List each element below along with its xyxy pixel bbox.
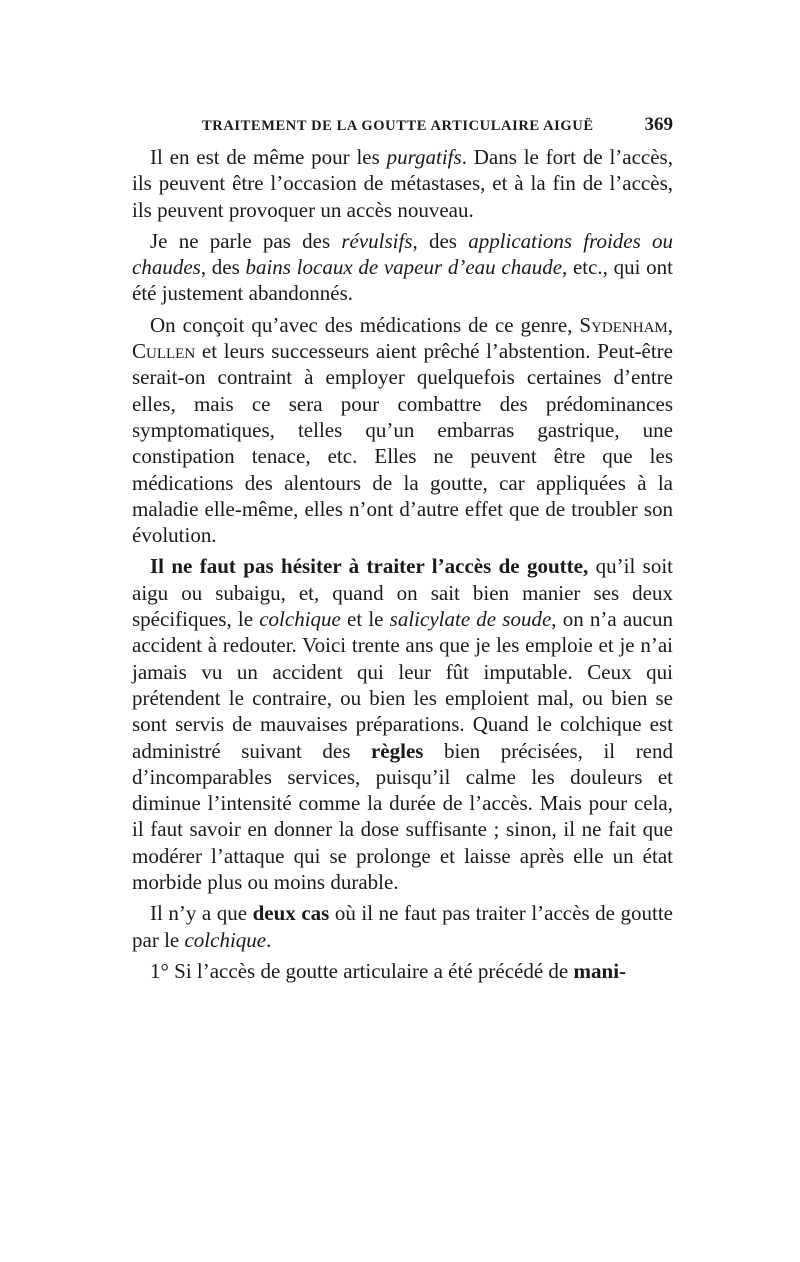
bold-text: mani- — [573, 958, 627, 983]
text-run: Je ne parle pas des — [150, 228, 342, 253]
italic-term: purgatifs — [386, 145, 462, 169]
running-title: TRAITEMENT DE LA GOUTTE ARTICULAIRE AIGUË — [202, 118, 594, 134]
italic-term: applications froides ou chaudes — [132, 228, 673, 280]
bold-text: deux cas — [252, 901, 330, 926]
paragraph — [132, 312, 673, 549]
paragraph — [132, 228, 673, 307]
paragraph — [132, 900, 673, 953]
text-run: qu’il soit aigu ou subaigu, et, quand on sait bien manier ses deux spécifiques, le — [132, 554, 673, 632]
paragraph — [132, 144, 673, 223]
text-run: Il n’y a que — [150, 901, 253, 926]
text-run: et leurs successeurs aient prêché l’abstention. Peut-être serait-on contraint à employer quelquefois certaines d’entre elles, mais ce sera pour combattre des prédominances symptomatiques, telles qu’un embarras gastrique, une constipation tenace, etc. Elles ne peuvent être que les médications des alentours de la goutte, car appliquées à la maladie elle-même, elles n’ont d’autre effet que de troubler son évolution. — [132, 339, 673, 548]
text-run: où il ne faut pas traiter l’accès de goutte par le — [132, 901, 673, 952]
italic-term: bains locaux de vapeur d’eau chaude — [245, 255, 563, 280]
bold-text: Il ne faut pas hésiter à traiter l’accès de goutte, — [150, 554, 589, 579]
text-run: On conçoit qu’avec des médications de ce genre, — [150, 312, 580, 337]
text-run: . — [266, 927, 272, 952]
body-text — [132, 144, 673, 984]
text-run: bien précisées, il rend d’incomparables services, puisqu’il calme les douleurs et diminue l’intensité comme la durée de l’accès. Mais pour cela, il faut savoir en donner la dose suffisante ; sinon, il ne fait que modérer l’attaque qui se prolonge et laisse après elle un état morbide plus ou moins durable. — [132, 738, 674, 895]
page-number: 369 — [644, 114, 673, 135]
book-page — [132, 112, 673, 984]
text-run: , on n’a aucun accident à redouter. Voici trente ans que je les emploie et je n’ai jamais vu un accident qui leur fût imputable. Ceux qui prétendent le contraire, ou bien les emploient mal, ou bien se sont servis de mauvaises préparations. Quand le colchique est administré suivant des — [132, 607, 673, 763]
paragraph — [132, 958, 673, 984]
paragraph — [132, 553, 673, 895]
text-run: , — [667, 312, 673, 337]
text-run: . Dans le fort de l’accès, ils peuvent être l’occasion de métastases, et à la fin de l’accès, ils peuvent provoquer un accès nouveau. — [132, 145, 673, 222]
text-run: et le — [340, 607, 390, 632]
text-run: , des — [412, 228, 469, 253]
running-head — [132, 112, 673, 142]
italic-term: salicylate de soude — [389, 607, 552, 632]
text-run: , etc., qui ont été justement abandonnés. — [132, 255, 673, 306]
text-run: Il en est de même pour les — [150, 145, 387, 169]
author-name: Cullen — [132, 339, 196, 364]
text-run: , des — [200, 255, 246, 280]
italic-term: révulsifs — [341, 228, 413, 253]
author-name: Sydenham — [579, 312, 668, 337]
italic-term: colchique — [259, 607, 341, 632]
text-run: 1° Si l’accès de goutte articulaire a été précédé de — [150, 958, 574, 983]
italic-term: colchique — [184, 927, 267, 952]
bold-text: règles — [370, 738, 424, 763]
